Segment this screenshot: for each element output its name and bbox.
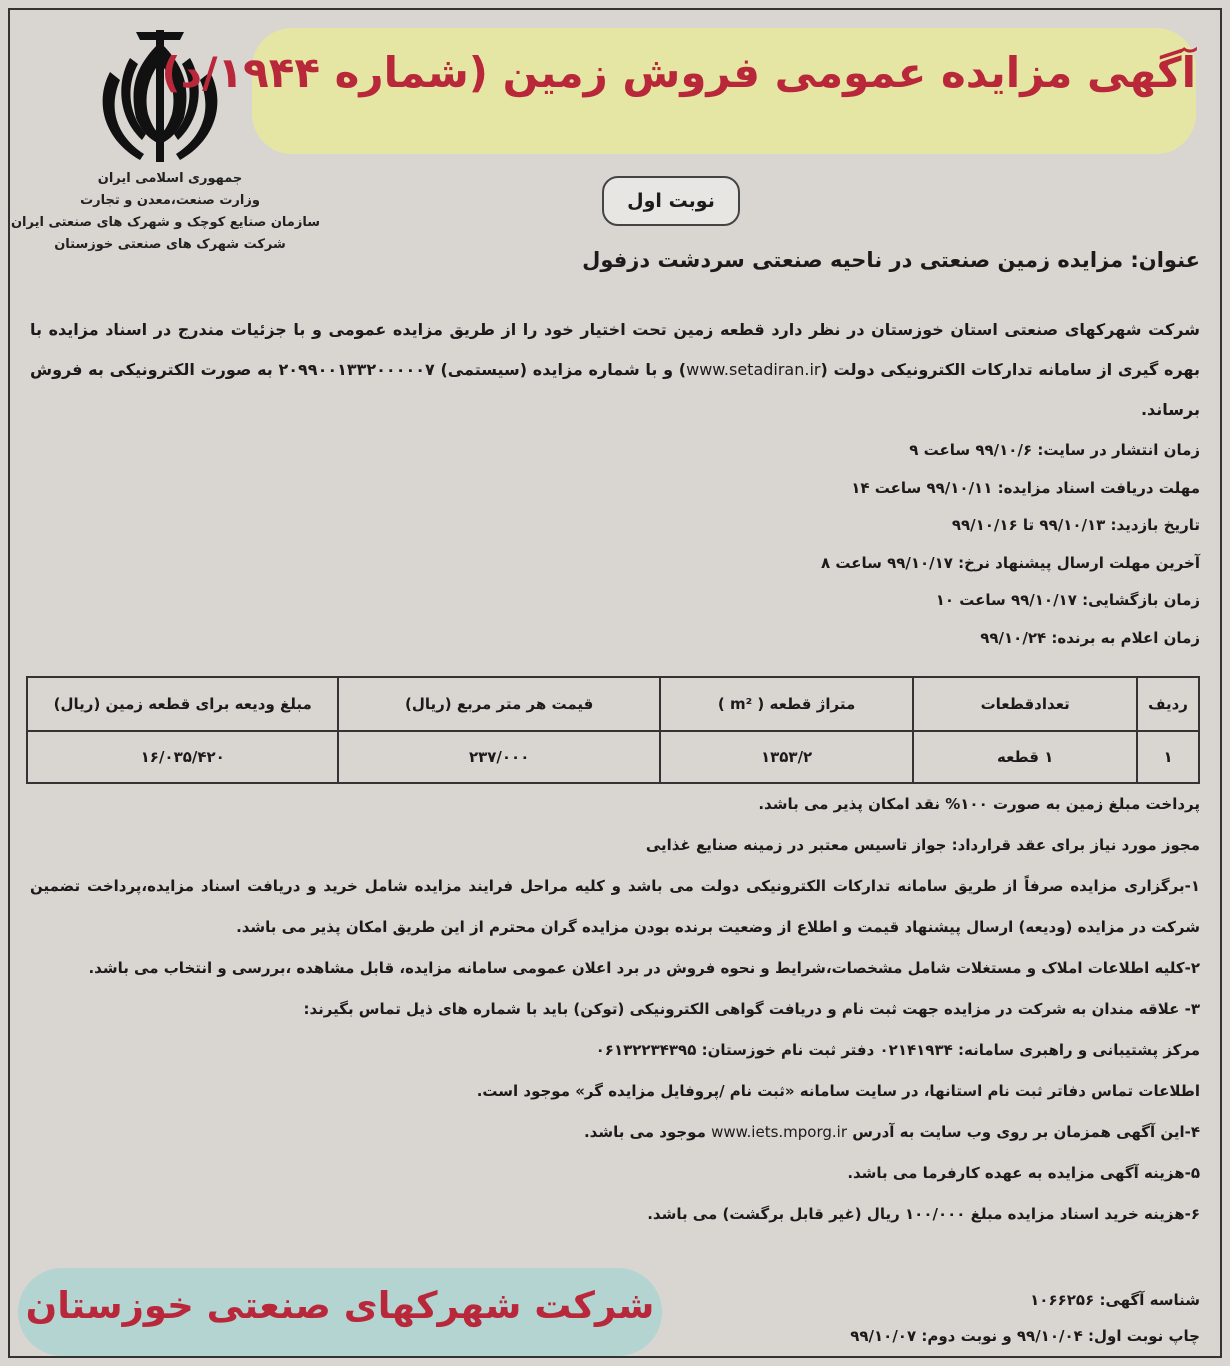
table-cell: ۱۶/۰۳۵/۴۲۰ [27, 731, 338, 783]
schedule-list [30, 432, 1200, 657]
table-cell: ۱ قطعه [913, 731, 1137, 783]
lots-table [26, 676, 1200, 784]
registration-offices: اطلاعات تماس دفاتر ثبت نام استانها، در سایت سامانه «ثبت نام /پروفایل مزایده گر» موجود است. [476, 1082, 1200, 1100]
print-dates: چاپ نوبت اول: ۹۹/۱۰/۰۴ و نوبت دوم: ۹۹/۱۰/۰۷ [850, 1327, 1200, 1345]
iran-emblem-icon [80, 22, 240, 172]
schedule-item: آخرین مهلت ارسال پیشنهاد نرخ: ۹۹/۱۰/۱۷ ساعت ۸ [820, 553, 1200, 572]
table-cell: ۲۳۷/۰۰۰ [338, 731, 659, 783]
schedule-item: زمان اعلام به برنده: ۹۹/۱۰/۲۴ [980, 628, 1200, 647]
org-line: جمهوری اسلامی ایران [97, 171, 243, 186]
term-item-3: ۳- علاقه مندان به شرکت در مزایده جهت ثبت نام و دریافت گواهی الکترونیکی (توکن) باید با شماره های ذیل تماس بگیرند: [303, 1000, 1200, 1018]
intro-text: شرکت شهرکهای صنعتی استان خوزستان در نظر دارد قطعه زمین تحت اختیار خود را از طریق مزایده عمومی و با جزئیات مندرج در اسناد مزایده با بهره گیری از سامانه تدارکات الکترونیکی دولت ( [30, 320, 1200, 379]
ad-title: آگهی مزایده عمومی فروش زمین (شماره ۱۹۴۴/د) [161, 48, 1196, 97]
table-header: قیمت هر متر مربع (ریال) [338, 677, 659, 731]
ad-footer [680, 1282, 1200, 1354]
intro-text: ) و با شماره مزایده (سیستمی) ۲۰۹۹۰۰۱۳۳۲۰۰۰۰۰۷ به صورت الکترونیکی به فروش برساند. [30, 360, 1200, 419]
term-item-4 [30, 1112, 1200, 1153]
table-header: ردیف [1137, 677, 1199, 731]
setadiran-link[interactable]: www.setadiran.ir [686, 360, 821, 379]
issuer-org-lines [10, 168, 320, 256]
schedule-item: تاریخ بازدید: ۹۹/۱۰/۱۳ تا ۹۹/۱۰/۱۶ [951, 516, 1200, 534]
permit-note: مجوز مورد نیاز برای عقد قرارداد: جواز تاسیس معتبر در زمینه صنایع غذایی [645, 836, 1200, 854]
table-row [27, 731, 1199, 783]
company-name: شرکت شهرکهای صنعتی خوزستان [25, 1284, 655, 1327]
table-header: تعدادقطعات [913, 677, 1137, 731]
iets-link[interactable]: www.iets.mporg.ir [711, 1123, 848, 1141]
payment-note: پرداخت مبلغ زمین به صورت ۱۰۰% نقد امکان پذیر می باشد. [758, 795, 1200, 813]
table-header: مبلغ ودیعه برای قطعه زمین (ریال) [27, 677, 338, 731]
term-text: ۴-این آگهی همزمان بر روی وب سایت به آدرس [852, 1123, 1200, 1141]
ad-id: شناسه آگهی: ۱۰۶۶۲۵۶ [1030, 1291, 1200, 1309]
round-badge: نوبت اول [602, 176, 740, 226]
term-item-6: ۶-هزینه خرید اسناد مزایده مبلغ ۱۰۰/۰۰۰ ریال (غیر قابل برگشت) می باشد. [647, 1205, 1200, 1223]
schedule-item: زمان انتشار در سایت: ۹۹/۱۰/۶ ساعت ۹ [909, 441, 1200, 459]
table-header: متراژ قطعه ( m² ) [660, 677, 914, 731]
term-item-5: ۵-هزینه آگهی مزایده به عهده کارفرما می باشد. [847, 1164, 1200, 1182]
org-line: سازمان صنایع کوچک و شهرک های صنعتی ایران [10, 215, 320, 230]
ad-subject: عنوان: مزایده زمین صنعتی در ناحیه صنعتی سردشت دزفول [582, 248, 1200, 272]
terms-section [30, 784, 1200, 1235]
table-cell: ۱۳۵۳/۲ [660, 731, 914, 783]
support-contacts: مرکز پشتیبانی و راهبری سامانه: ۰۲۱۴۱۹۳۴ دفتر ثبت نام خوزستان: ۰۶۱۳۲۲۳۴۳۹۵ [595, 1041, 1200, 1059]
table-header-row [27, 677, 1199, 731]
schedule-item: زمان بازگشایی: ۹۹/۱۰/۱۷ ساعت ۱۰ [935, 591, 1200, 609]
term-item-2: ۲-کلیه اطلاعات املاک و مستغلات شامل مشخصات،شرایط و نحوه فروش در برد اعلان عمومی سامانه مزایده، قابل مشاهده ،بررسی و انتخاب می باشد. [88, 959, 1200, 977]
org-line: شرکت شهرک های صنعتی خوزستان [54, 237, 286, 252]
schedule-item: مهلت دریافت اسناد مزایده: ۹۹/۱۰/۱۱ ساعت ۱۴ [851, 478, 1200, 497]
table-cell: ۱ [1137, 731, 1199, 783]
term-text: موجود می باشد. [583, 1123, 706, 1141]
org-line: وزارت صنعت،معدن و تجارت [80, 193, 260, 208]
intro-paragraph [30, 310, 1200, 430]
term-item-1: ۱-برگزاری مزایده صرفاً از طریق سامانه تدارکات الکترونیکی دولت می باشد و کلیه مراحل فرایند مزایده شامل خرید و دریافت اسناد مزایده،پرداخت تضمین شرکت در مزایده (ودیعه) ارسال پیشنهاد قیمت و اطلاع از وضعیت برنده بودن مزایده گران محترم از این طریق امکان پذیر می باشد. [30, 877, 1200, 936]
